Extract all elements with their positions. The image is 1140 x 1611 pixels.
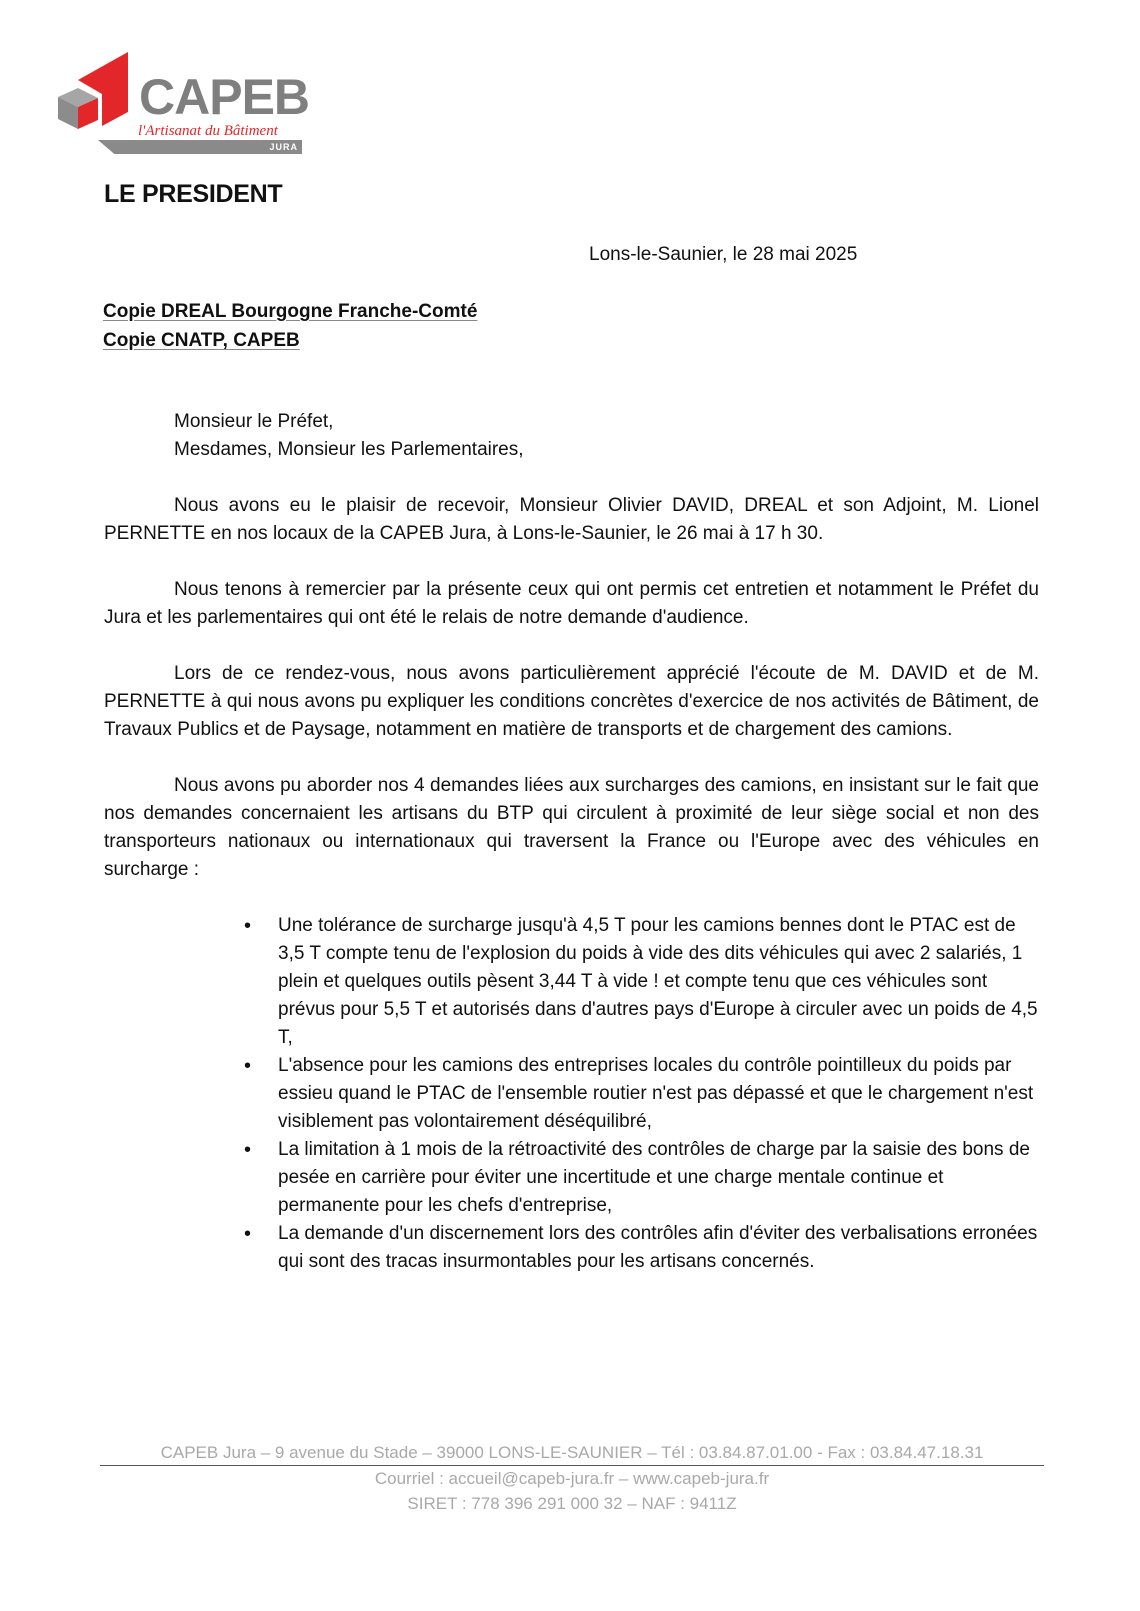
- paragraph: Nous avons pu aborder nos 4 demandes liées aux surcharges des camions, en insistant sur le fait que nos demandes concernaient les artisans du BTP qui circulent à proximité de leur siège social et non des transporteurs nationaux ou internationaux qui traversent la France ou l'Europe avec des véhicules en surcharge :: [104, 775, 1039, 880]
- demand-item: • L'absence pour les camions des entreprises locales du contrôle pointilleux du poids par essieu quand le PTAC de l'ensemble routier n'est pas dépassé et que le chargement n'est visiblement pas volontairement déséquilibré,: [278, 1052, 1039, 1136]
- logo-wordmark: CAPEB: [139, 69, 310, 125]
- salutation: [104, 408, 1039, 464]
- capeb-cube-icon: [58, 52, 138, 152]
- paragraph: Nous tenons à remercier par la présente ceux qui ont permis cet entretien et notamment le Préfet du Jura et les parlementaires qui ont été le relais de notre demande d'audience.: [104, 579, 1039, 628]
- paragraph: Lors de ce rendez-vous, nous avons particulièrement apprécié l'écoute de M. DAVID et de M. PERNETTE à qui nous avons pu expliquer les conditions concrètes d'exercice de nos activités de Bâtiment, de Travaux Publics et de Paysage, notamment en matière de transports et de chargement des camions.: [104, 663, 1039, 740]
- capeb-logo: [58, 52, 328, 162]
- paragraph: Nous avons eu le plaisir de recevoir, Monsieur Olivier DAVID, DREAL et son Adjoint, M. Lionel PERNETTE en nos locaux de la CAPEB Jura, à Lons-le-Saunier, le 26 mai à 17 h 30.: [104, 495, 1039, 544]
- copy-line: Copie CNATP, CAPEB: [103, 330, 300, 351]
- footer-address: CAPEB Jura – 9 avenue du Stade – 39000 LONS-LE-SAUNIER – Tél : 03.84.87.01.00 - Fax : 03.84.47.18.31: [100, 1443, 1044, 1466]
- footer-contact: Courriel : accueil@capeb-jura.fr – www.capeb-jura.fr: [374, 1469, 770, 1488]
- demands-list: [104, 912, 1039, 1276]
- demand-item: • La limitation à 1 mois de la rétroactivité des contrôles de charge par la saisie des bons de pesée en carrière pour éviter une incertitude et une charge mentale continue et permanente pour les chefs d'entreprise,: [278, 1136, 1039, 1220]
- salutation-line: Monsieur le Préfet,: [174, 411, 334, 432]
- copy-line: Copie DREAL Bourgogne Franche-Comté: [103, 301, 478, 322]
- letter-footer: [100, 1443, 1044, 1516]
- letter-title: LE PRESIDENT: [104, 180, 283, 208]
- letter-date: Lons-le-Saunier, le 28 mai 2025: [589, 244, 858, 265]
- demand-item: • La demande d'un discernement lors des contrôles afin d'éviter des verbalisations erronées qui sont des tracas insurmontables pour les artisans concernés.: [278, 1220, 1039, 1276]
- letter-body: [104, 408, 1039, 1276]
- footer-registration: SIRET : 778 396 291 000 32 – NAF : 9411Z: [407, 1494, 737, 1513]
- logo-tagline: l'Artisanat du Bâtiment: [138, 123, 278, 139]
- logo-region: JURA: [269, 142, 298, 152]
- demand-item: • Une tolérance de surcharge jusqu'à 4,5 T pour les camions bennes dont le PTAC est de 3,5 T compte tenu de l'explosion du poids à vide des dits véhicules qui avec 2 salariés, 1 plein et quelques outils pèsent 3,44 T à vide ! et compte tenu que ces véhicules sont prévus pour 5,5 T et autorisés dans d'autres pays d'Europe à circuler avec un poids de 4,5 T,: [278, 912, 1039, 1052]
- copies-block: [103, 297, 477, 355]
- salutation-line: Mesdames, Monsieur les Parlementaires,: [174, 439, 524, 460]
